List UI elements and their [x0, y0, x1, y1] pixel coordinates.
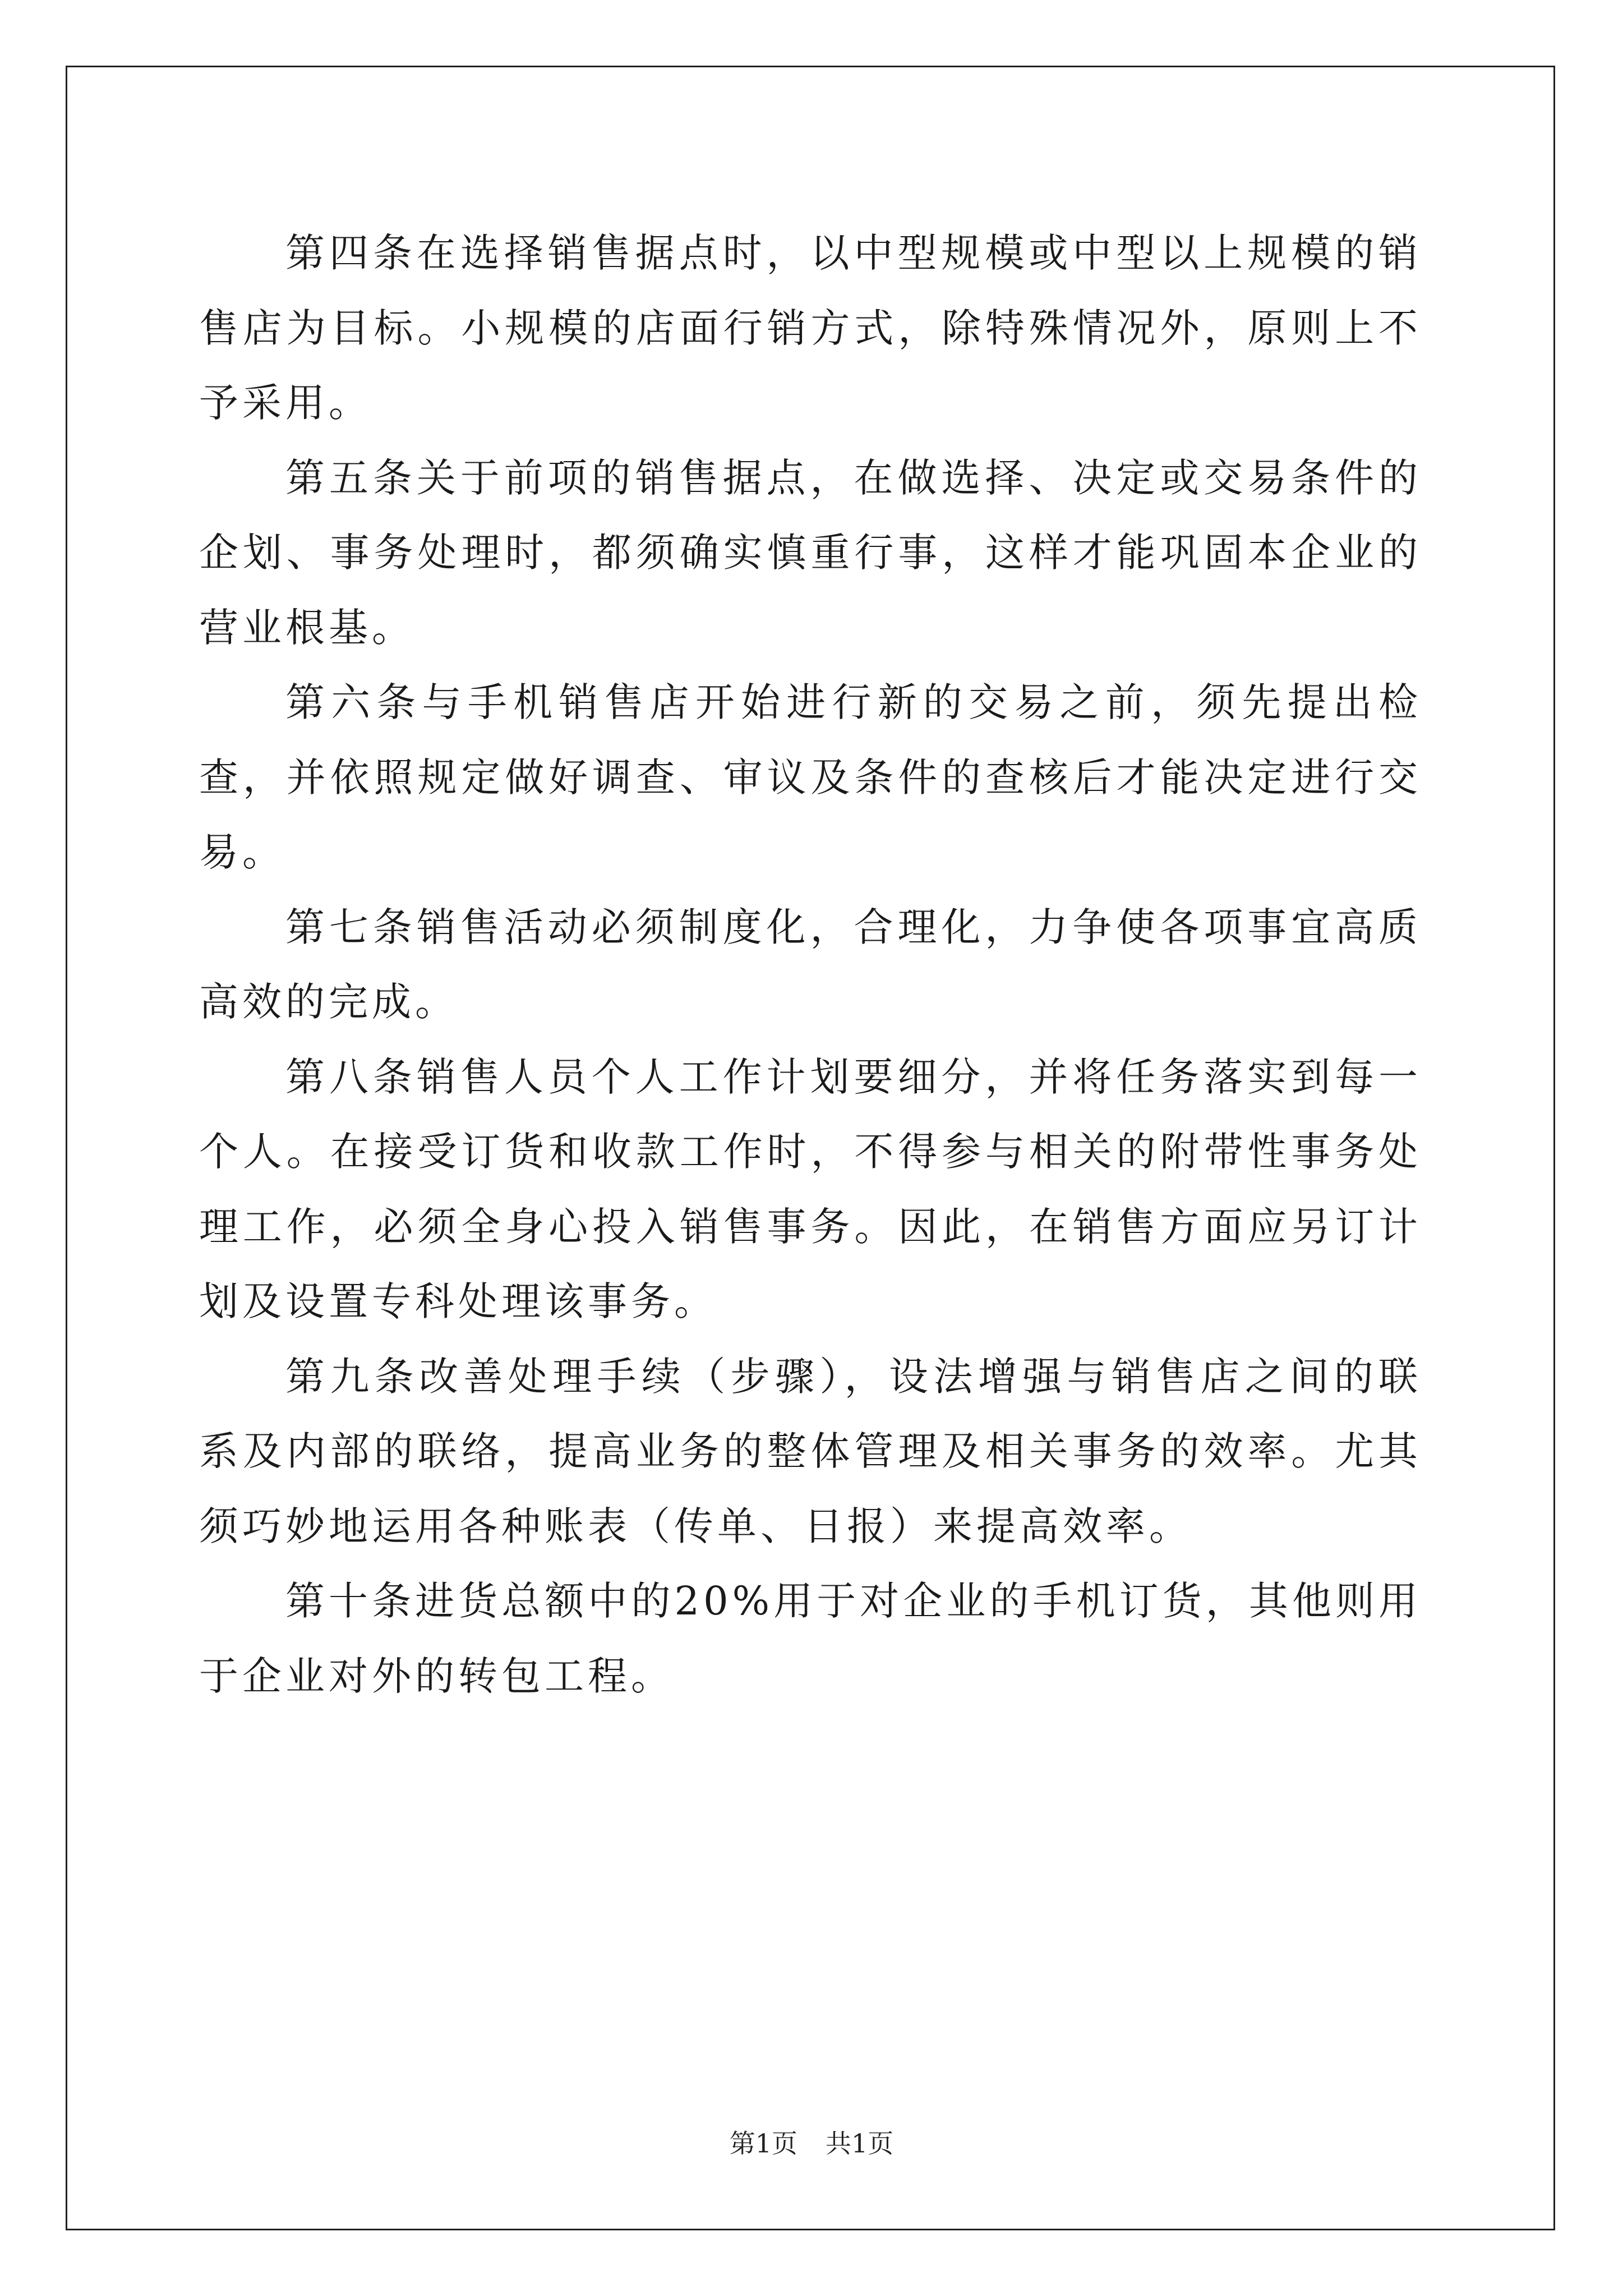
paragraph-article-5: 第五条关于前项的销售据点，在做选择、决定或交易条件的企划、事务处理时，都须确实慎重行事，这样才能巩固本企业的营业根基。	[199, 454, 1422, 651]
page-total: 共1页	[826, 2128, 894, 2159]
paragraph-article-9: 第九条改善处理手续（步骤），设法增强与销售店之间的联系及内部的联络，提高业务的整体管理及相关事务的效率。尤其须巧妙地运用各种账表（传单、日报）来提高效率。	[199, 1353, 1422, 1549]
paragraph-article-6: 第六条与手机销售店开始进行新的交易之前，须先提出检查，并依照规定做好调查、审议及条件的查核后才能决定进行交易。	[199, 679, 1422, 875]
paragraph-article-7: 第七条销售活动必须制度化，合理化，力争使各项事宜高质高效的完成。	[199, 904, 1422, 1025]
page-footer	[0, 2127, 1623, 2160]
page-number: 第1页	[729, 2128, 797, 2159]
paragraph-article-10: 第十条进货总额中的20%用于对企业的手机订货，其他则用于企业对外的转包工程。	[199, 1578, 1422, 1699]
paragraph-article-4: 第四条在选择销售据点时，以中型规模或中型以上规模的销售店为目标。小规模的店面行销方式，除特殊情况外，原则上不予采用。	[199, 230, 1422, 426]
paragraph-article-8: 第八条销售人员个人工作计划要细分，并将任务落实到每一个人。在接受订货和收款工作时，不得参与相关的附带性事务处理工作，必须全身心投入销售事务。因此，在销售方面应另订计划及设置专科处理该事务。	[199, 1053, 1422, 1324]
document-body	[199, 216, 1422, 1714]
